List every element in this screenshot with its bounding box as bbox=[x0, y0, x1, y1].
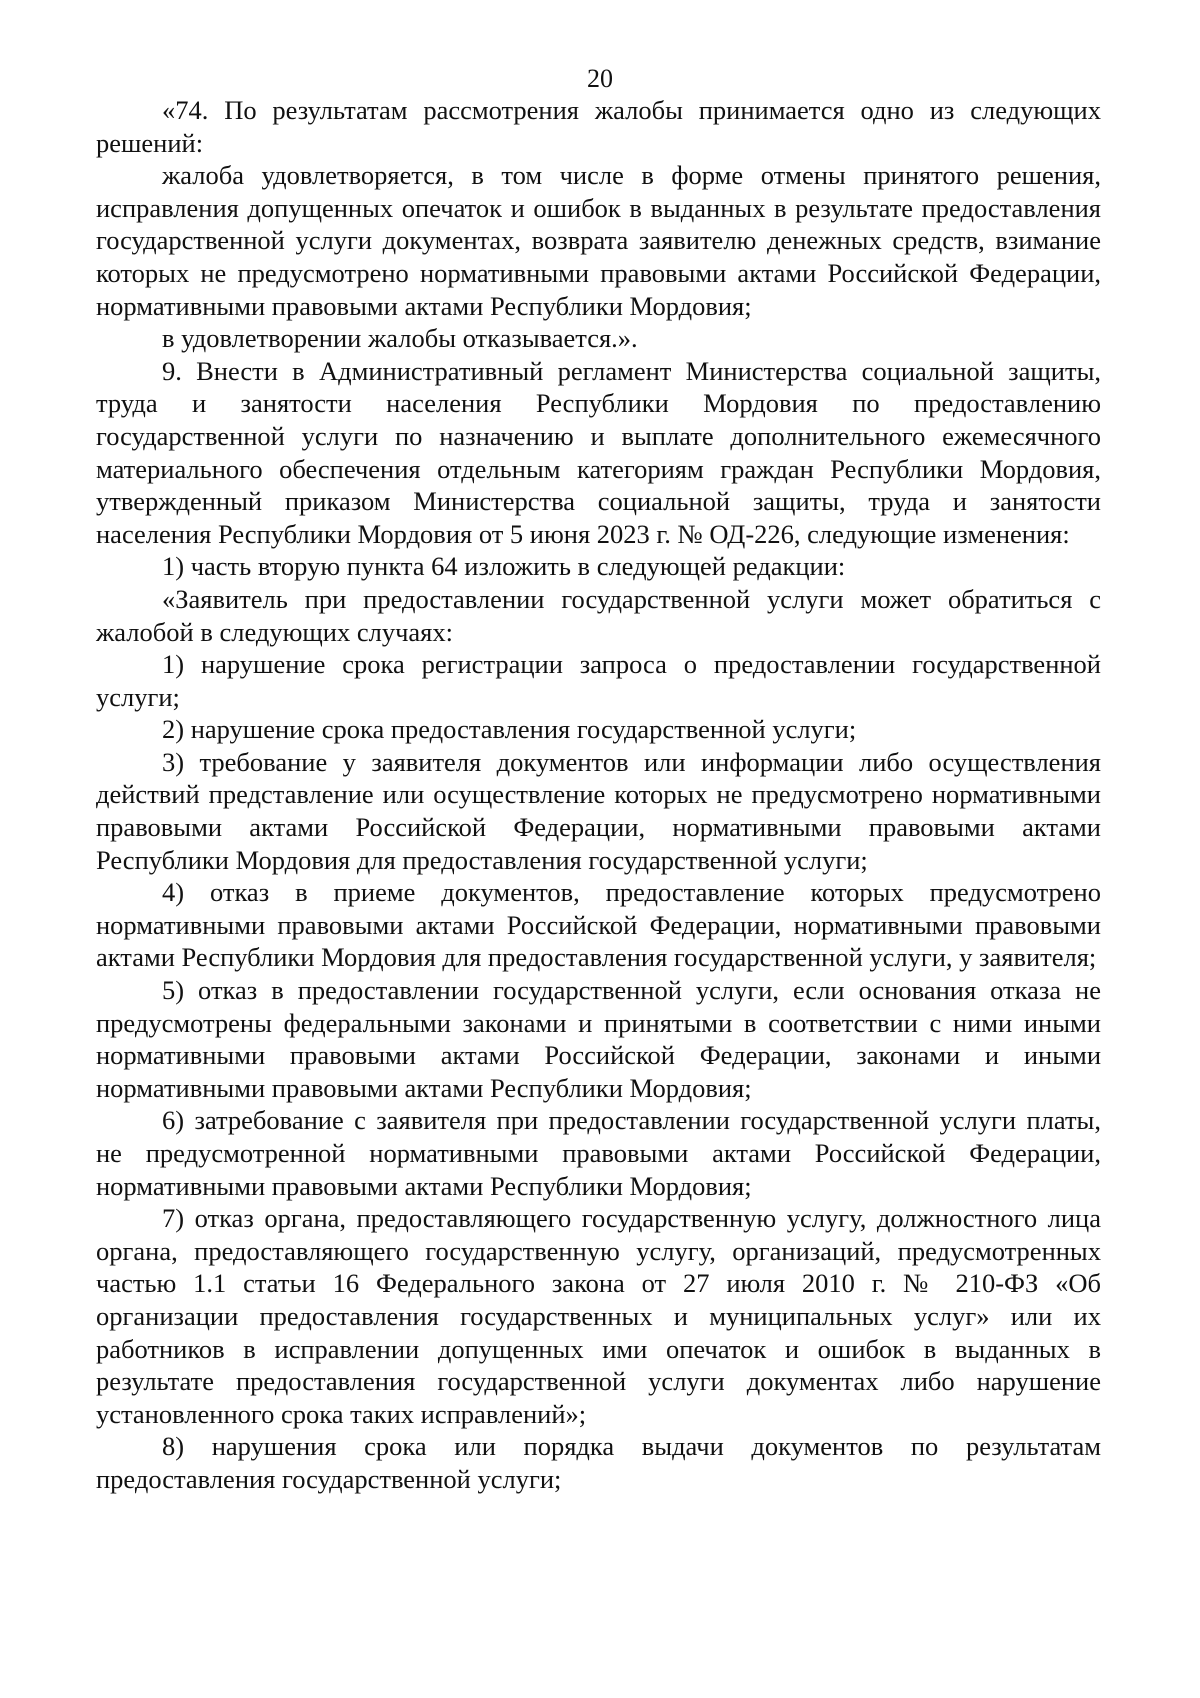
list-item-7: 7) отказ органа, предоставляющего государственную услугу, должностного лица органа, предоставляющего государственную услугу, организаций, предусмотренных частью 1.1 статьи 16 Федерального закона от 27 июля 2010 г. № 210-ФЗ «Об организации предоставления государственных и муниципальных услуг» или их работников в исправлении допущенных ими опечаток и ошибок в выданных в результате предоставления государственной услуги документах либо нарушение установленного срока таких исправлений»; bbox=[96, 1203, 1101, 1429]
paragraph-subitem-1: 1) часть вторую пункта 64 изложить в следующей редакции: bbox=[162, 551, 846, 582]
document-body bbox=[96, 94, 1101, 1496]
list-item-6: 6) затребование с заявителя при предоставлении государственной услуги платы, не предусмотренной нормативными правовыми актами Российской Федерации, нормативными правовыми актами Республики Мордовия; bbox=[96, 1105, 1101, 1201]
page-number: 20 bbox=[587, 64, 613, 93]
list-item-3: 3) требование у заявителя документов или информации либо осуществления действий представление или осуществление которых не предусмотрено нормативными правовыми актами Российской Федерации, нормативными правовыми актами Республики Мордовия для предоставления государственной услуги; bbox=[96, 746, 1101, 875]
list-item-4: 4) отказ в приеме документов, предоставление которых предусмотрено нормативными правовыми актами Российской Федерации, нормативными правовыми актами Республики Мордовия для предоставления государственной услуги, у заявителя; bbox=[96, 877, 1101, 973]
list-item-8: 8) нарушения срока или порядка выдачи документов по результатам предоставления государственной услуги; bbox=[96, 1431, 1101, 1494]
paragraph-complaint-refused: в удовлетворении жалобы отказывается.». bbox=[162, 323, 638, 354]
list-item-5: 5) отказ в предоставлении государственной услуги, если основания отказа не предусмотрены федеральными законами и принятыми в соответствии с ними иными нормативными правовыми актами Российской Федерации, законами и иными нормативными правовыми актами Республики Мордовия; bbox=[96, 975, 1101, 1103]
paragraph-item-9: 9. Внести в Административный регламент Министерства социальной защиты, труда и занятости населения Республики Мордовия по предоставлению государственной услуги по назначению и выплате дополнительного ежемесячного материального обеспечения отдельным категориям граждан Республики Мордовия, утвержденный приказом Министерства социальной защиты, труда и занятости населения Республики Мордовия от 5 июня 2023 г. № ОД-226, следующие изменения: bbox=[96, 355, 1101, 549]
paragraph-74-intro: «74. По результатам рассмотрения жалобы принимается одно из следующих решений: bbox=[96, 95, 1101, 158]
paragraph-applicant-complaint: «Заявитель при предоставлении государственной услуги может обратиться с жалобой в следующих случаях: bbox=[96, 583, 1101, 647]
list-item-1: 1) нарушение срока регистрации запроса о предоставлении государственной услуги; bbox=[96, 649, 1101, 712]
list-item-2: 2) нарушение срока предоставления государственной услуги; bbox=[162, 714, 857, 745]
paragraph-complaint-satisfied: жалоба удовлетворяется, в том числе в форме отмены принятого решения, исправления допущенных опечаток и ошибок в выданных в результате предоставления государственной услуги документах, возврата заявителю денежных средств, взимание которых не предусмотрено нормативными правовыми актами Российской Федерации, нормативными правовыми актами Республики Мордовия; bbox=[96, 160, 1101, 321]
